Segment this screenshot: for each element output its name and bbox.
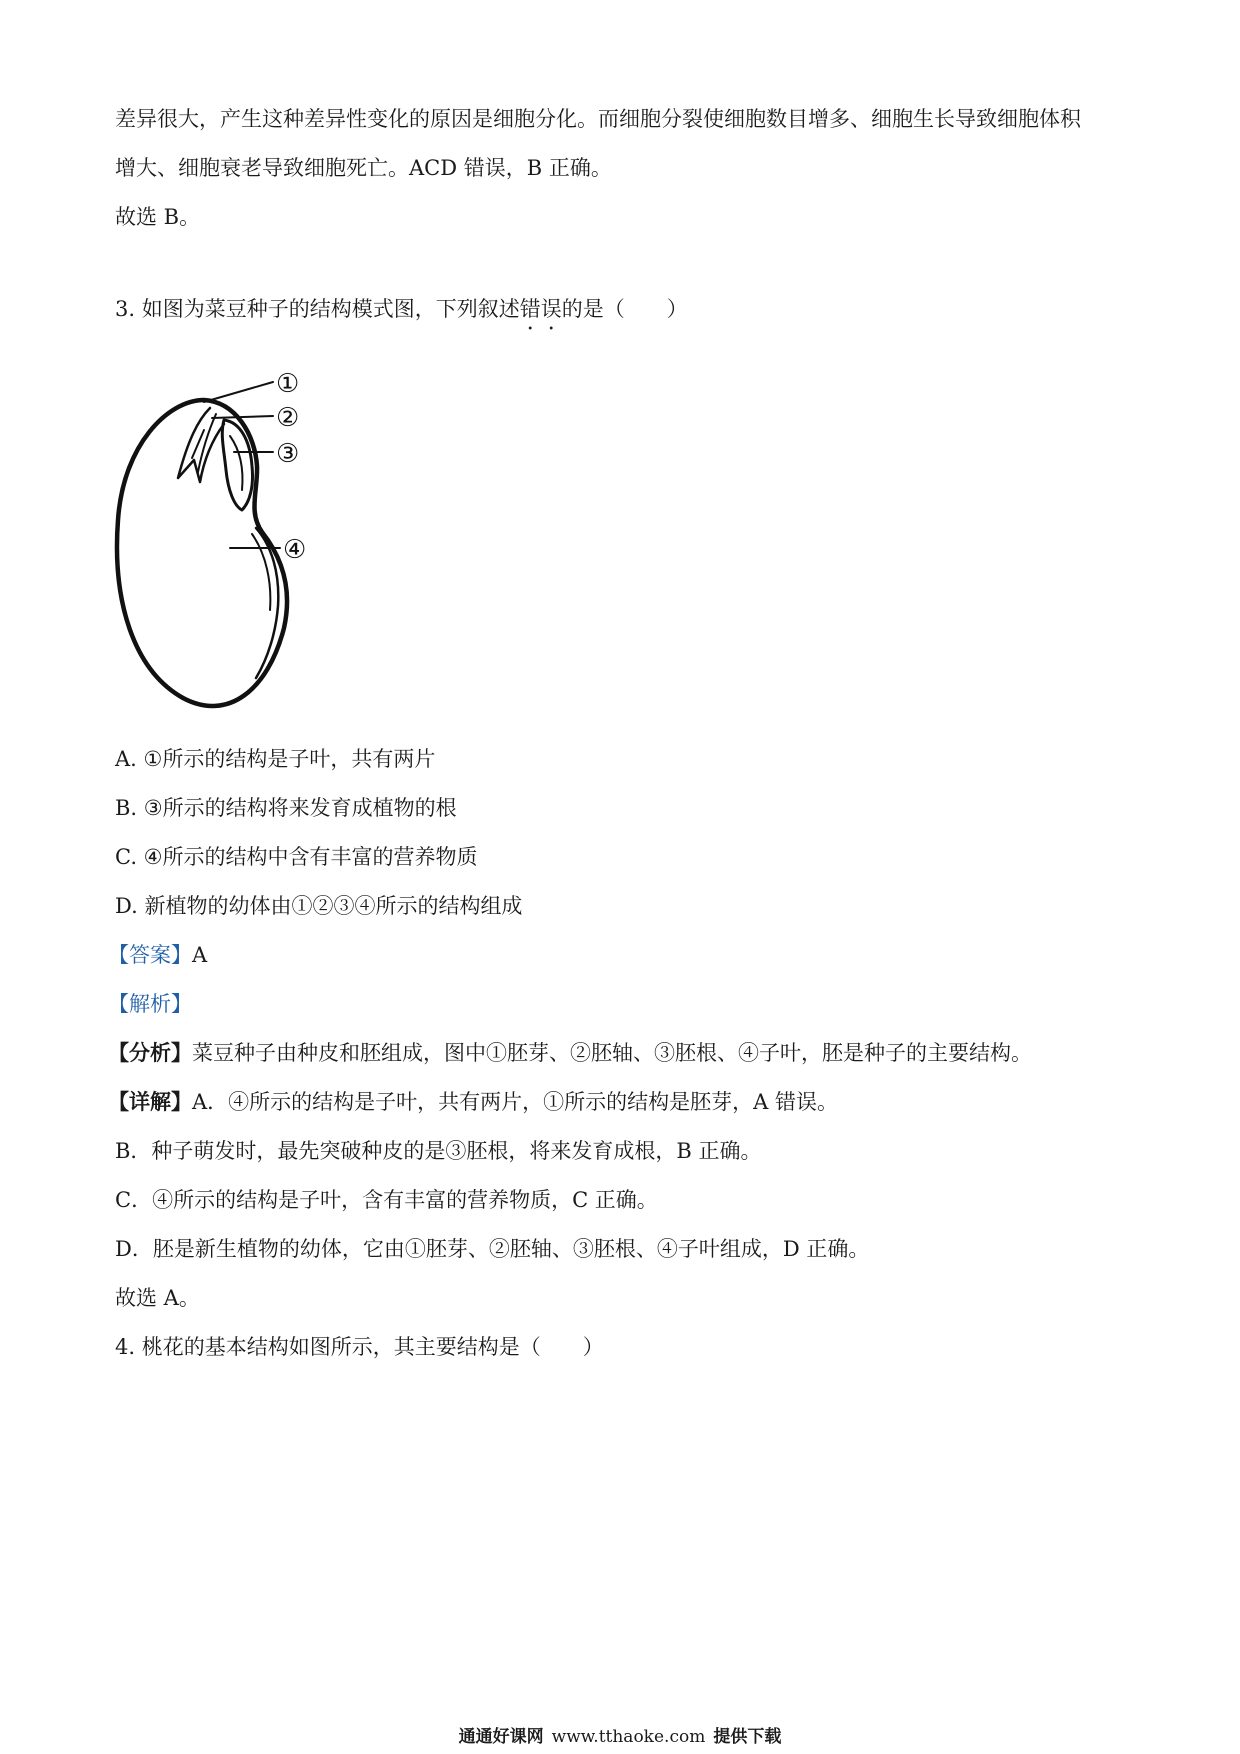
prev-solution-line-1: 差异很大，产生这种差异性变化的原因是细胞分化。而细胞分裂使细胞数目增多、细胞生长导致细胞体积	[115, 107, 1081, 131]
q3-xiangjie	[108, 1087, 838, 1117]
q3-detail-d: D．胚是新生植物的幼体，它由①胚芽、②胚轴、③胚根、④子叶组成，D 正确。	[115, 1237, 870, 1261]
q3-emphasis-char-1: 错	[519, 297, 541, 321]
q3-option-b: B. ③所示的结构将来发育成植物的根	[115, 796, 457, 820]
xiangjie-text: A．④所示的结构是子叶，共有两片，①所示的结构是胚芽，A 错误。	[192, 1090, 839, 1114]
q3-option-d: D. 新植物的幼体由①②③④所示的结构组成	[115, 894, 523, 918]
q3-detail-b: B．种子萌发时，最先突破种皮的是③胚根，将来发育成根，B 正确。	[115, 1139, 762, 1163]
fenxi-tag: 【分析】	[108, 1040, 192, 1065]
q3-stem	[115, 294, 688, 324]
analysis-tag: 【解析】	[108, 992, 192, 1016]
q3-conclusion: 故选 A。	[115, 1286, 200, 1310]
footer-download-text: 提供下载	[713, 1727, 782, 1747]
answer-value: A	[192, 943, 208, 967]
plumule-shape	[178, 408, 224, 482]
page-footer	[0, 1722, 1240, 1747]
figure-label-1: ①	[276, 369, 300, 399]
figure-label-3: ③	[276, 439, 300, 469]
q3-fenxi	[108, 1038, 1032, 1068]
answer-tag: 【答案】	[108, 943, 192, 967]
figure-label-2: ②	[276, 403, 300, 433]
figure-label-4: ④	[283, 535, 307, 565]
prev-solution-line-2: 增大、细胞衰老导致细胞死亡。ACD 错误，B 正确。	[115, 156, 612, 180]
footer-site-name: 通通好课网	[458, 1727, 544, 1747]
fenxi-text: 菜豆种子由种皮和胚组成，图中①胚芽、②胚轴、③胚根、④子叶，胚是种子的主要结构。	[192, 1041, 1032, 1065]
q3-answer	[108, 940, 207, 970]
q3-stem-after: 的是（ ）	[561, 297, 688, 321]
footer-url[interactable]: www.tthaoke.com	[551, 1727, 706, 1747]
q4-stem: 4. 桃花的基本结构如图所示，其主要结构是（ ）	[115, 1335, 604, 1359]
bean-seed-figure	[108, 360, 368, 712]
leader-line-1	[204, 382, 273, 402]
q3-emphasis-char-2: 误	[540, 297, 562, 321]
q3-option-a: A. ①所示的结构是子叶，共有两片	[115, 747, 436, 771]
xiangjie-tag: 【详解】	[108, 1089, 192, 1114]
prev-solution-conclusion: 故选 B。	[115, 205, 201, 229]
q3-option-c: C. ④所示的结构中含有丰富的营养物质	[115, 845, 478, 869]
q3-detail-c: C．④所示的结构是子叶，含有丰富的营养物质，C 正确。	[115, 1188, 658, 1212]
leader-line-2	[212, 416, 273, 418]
q3-stem-before: 3. 如图为菜豆种子的结构模式图，下列叙述	[115, 297, 520, 321]
